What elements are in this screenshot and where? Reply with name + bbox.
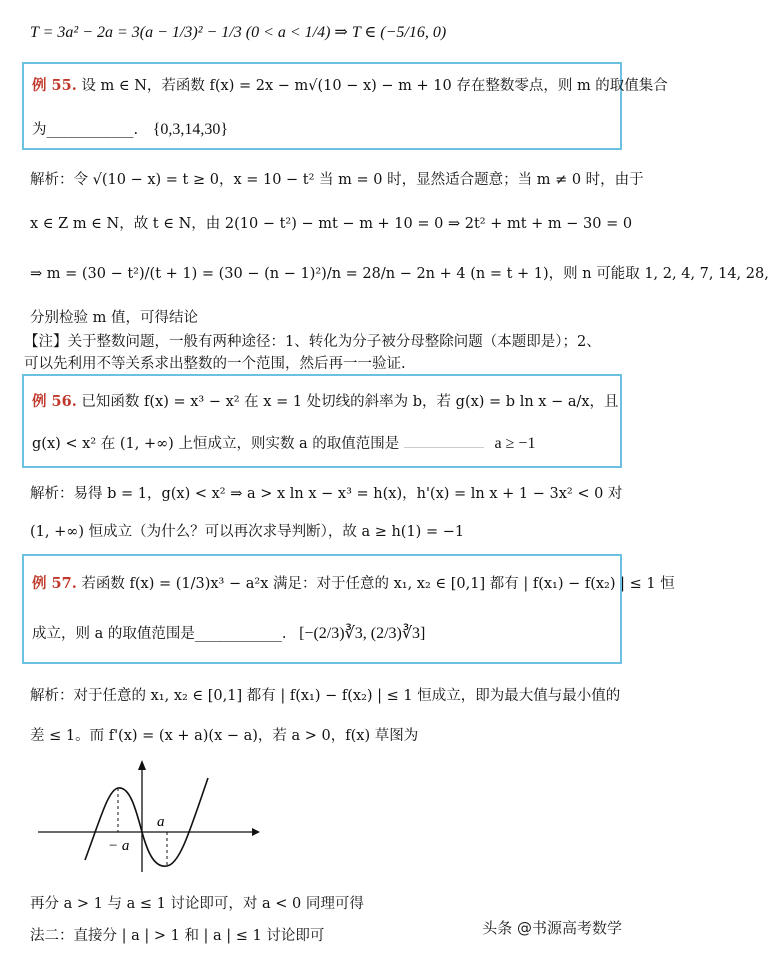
example-56-answer: a ≥ −1 [494, 435, 536, 452]
solution-57-line2: 差 ≤ 1。而 f'(x) = (x + a)(x − a)，若 a > 0，f(x) 草图为 [30, 728, 419, 744]
example-57-box [22, 554, 675, 664]
cubic-curve [85, 778, 208, 866]
example-55-text2: 为____________. [32, 122, 139, 138]
solution-56-line2: (1, +∞) 恒成立（为什么？可以再次求导判断），故 a ≥ h(1) = −1 [30, 524, 465, 540]
example-56-label: 例 56. [32, 393, 77, 410]
note-line2: 可以先利用不等关系求出整数的一个范围，然后再一一验证. [24, 356, 406, 372]
example-56-line2 [32, 432, 535, 453]
example-55-text1: 设 m ∈ N，若函数 f(x) = 2x − m√(10 − x) − m + 10 存在整数零点，则 m 的取值集合 [81, 78, 668, 94]
example-57-answer: [−(2/3)∛3, (2/3)∛3] [299, 625, 426, 642]
solution-55-line1: 解析：令 √(10 − x) = t ≥ 0，x = 10 − t² 当 m = 0 时，显然适合题意；当 m ≠ 0 时，由于 [30, 172, 644, 188]
note-line1: 【注】关于整数问题，一般有两种途径：1、转化为分子被分母整除问题（本题即是）；2、 [24, 334, 601, 350]
solution-57-line1: 解析：对于任意的 x₁, x₂ ∈ [0,1] 都有 | f(x₁) − f(x₂) | ≤ 1 恒成立，即为最大值与最小值的 [30, 688, 621, 704]
example-57-line2 [32, 622, 425, 643]
example-56-line1 [32, 390, 619, 411]
example-56-text1: 已知函数 f(x) = x³ − x² 在 x = 1 处切线的斜率为 b，若 g(x) = b ln x − a/x，且 [81, 394, 619, 410]
top-formula: T = 3a² − 2a = 3(a − 1/3)² − 1/3 (0 < a < 1/4) ⇒ T ∈ (−5/16, 0) [30, 24, 447, 41]
example-57-line1 [32, 572, 675, 593]
example-55-line2 [32, 118, 228, 139]
example-55-answer: {0,3,14,30} [152, 121, 229, 138]
a-label: a [157, 814, 165, 830]
solution-55-line3: ⇒ m = (30 − t²)/(t + 1) = (30 − (n − 1)²)/n = 28/n − 2n + 4 (n = t + 1)，则 n 可能取 1, 2, 4, 7, 14, 28, [30, 266, 769, 282]
example-57-text1: 若函数 f(x) = (1/3)x³ − a²x 满足：对于任意的 x₁, x₂ ∈ [0,1] 都有 | f(x₁) − f(x₂) | ≤ 1 恒 [81, 576, 675, 592]
example-57-label: 例 57. [32, 575, 77, 592]
example-56-blank [404, 447, 484, 448]
x-axis-arrow [252, 828, 260, 836]
y-axis-arrow [138, 760, 146, 770]
solution-56-line1: 解析：易得 b = 1，g(x) < x² ⇒ a > x ln x − x³ = h(x)，h'(x) = ln x + 1 − 3x² < 0 对 [30, 486, 623, 502]
watermark: 头条 @书源高考数学 [482, 919, 622, 937]
example-57-text2: 成立，则 a 的取值范围是____________. [32, 626, 287, 642]
example-55-box [22, 62, 668, 150]
example-56-box [22, 374, 622, 468]
example-55-label: 例 55. [32, 77, 77, 94]
solution-55-line2: x ∈ Z m ∈ N，故 t ∈ N，由 2(10 − t²) − mt − m + 10 = 0 ⇒ 2t² + mt + m − 30 = 0 [30, 216, 633, 232]
cubic-sketch-graph [30, 760, 260, 875]
solution-55-line4: 分别检验 m 值，可得结论 [30, 310, 198, 326]
tail-line2: 法二：直接分 | a | > 1 和 | a | ≤ 1 讨论即可 [30, 928, 325, 944]
example-56-text2: g(x) < x² 在 (1, +∞) 上恒成立，则实数 a 的取值范围是 [32, 436, 400, 452]
example-55-line1 [32, 74, 668, 95]
tail-line1: 再分 a > 1 与 a ≤ 1 讨论即可，对 a < 0 同理可得 [30, 896, 364, 912]
neg-a-label: − a [108, 838, 130, 854]
